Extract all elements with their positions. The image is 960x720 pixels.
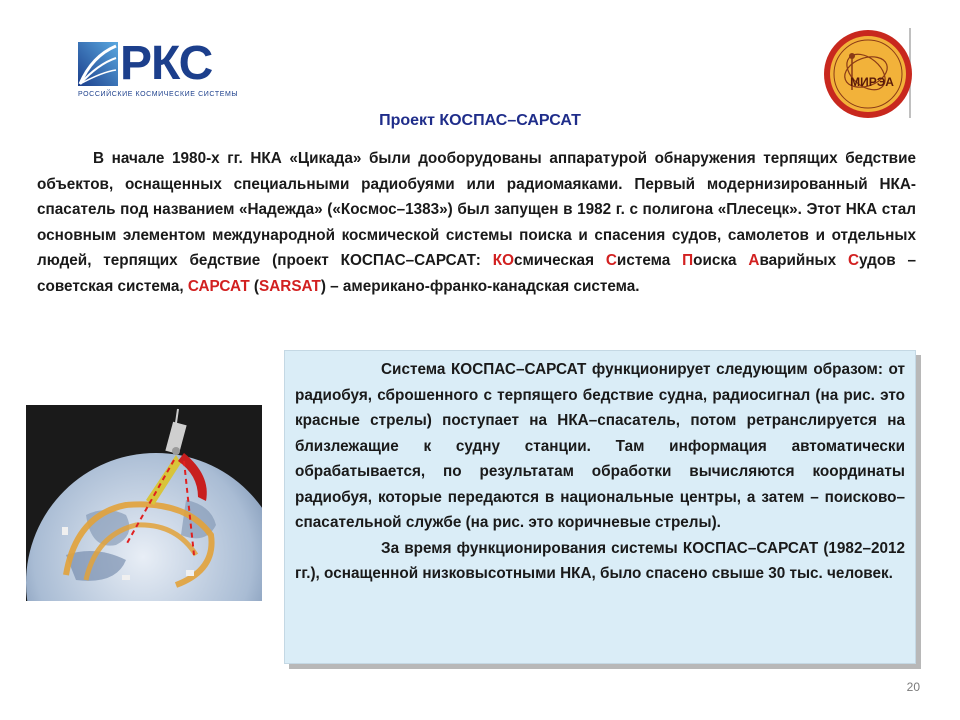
- acronym-s1: С: [605, 252, 617, 269]
- acronym-s2: С: [847, 252, 860, 269]
- slide-title: Проект КОСПАС–САРСАТ: [379, 112, 581, 129]
- infobox-text-1: Система КОСПАС–САРСАТ функционирует следующим образом: от радиобуя, сброшенного с терпящего бедствие судна, радиосигнал (на рис. это красные стрелы) поступает на НКА–спасатель, потом ретранслируется на близлежащие к судну станции. Там информация автоматически обрабатывается, по результатам обработки вычисляются координаты радиобуя, которые передаются в национальные центры, а затем – поисково–спасательной службе (на рис. это коричневые стрелы).: [295, 361, 905, 531]
- page-number: 20: [906, 680, 920, 694]
- rks-logo-mark-icon: [78, 42, 118, 86]
- acronym-p: П: [682, 252, 694, 269]
- acronym-sarsat: САРСАТ: [187, 277, 250, 295]
- infobox-paragraph-1: [295, 357, 905, 536]
- rks-logo-word: РКС: [120, 37, 213, 90]
- cospas-sarsat-illustration: [26, 405, 262, 601]
- mirea-seal-icon: [822, 28, 914, 120]
- acronym-p-rest: оиска: [693, 252, 749, 269]
- rks-logo-tagline: РОССИЙСКИЕ КОСМИЧЕСКИЕ СИСТЕМЫ: [78, 91, 239, 98]
- acronym-a: А: [748, 252, 760, 269]
- paren-open: (: [249, 277, 260, 295]
- rks-logo: [78, 37, 248, 104]
- infobox-text-2: За время функционирования системы КОСПАС–САРСАТ (1982–2012 гг.), оснащенной низковысотными НКА, было спасено свыше 30 тыс. человек.: [295, 539, 905, 582]
- acronym-ko: КО: [492, 252, 514, 269]
- seal-label: МИРЭА: [850, 75, 894, 89]
- intro-paragraph: [37, 146, 916, 299]
- acronym-s2-rest: удов – советская система,: [37, 252, 916, 295]
- infobox-paragraph-2: [295, 536, 905, 587]
- intro-tail: ) – американо-франко-канадская система.: [320, 277, 640, 295]
- acronym-ko-rest: смическая: [513, 252, 606, 269]
- acronym-s1-rest: истема: [616, 252, 683, 269]
- info-box: [284, 350, 916, 664]
- acronym-a-rest: варийных: [759, 252, 848, 269]
- intro-text: В начале 1980-х гг. НКА «Цикада» были дооборудованы аппаратурой обнаружения терпящих бедствие объектов, оснащенных специальными радиобуями или радиомаяками. Первый модернизированный НКА-спасатель под названием «Надежда» («Космос–1383») был запущен в 1982 г. с полигона «Плесецк». Этот НКА стал основным элементом международной космической системы поиска и спасения судов, самолетов и отдельных людей, терпящих бедствие (проект КОСПАС–САРСАТ:: [37, 150, 916, 269]
- acronym-sarsat-en: SARSAT: [259, 277, 321, 295]
